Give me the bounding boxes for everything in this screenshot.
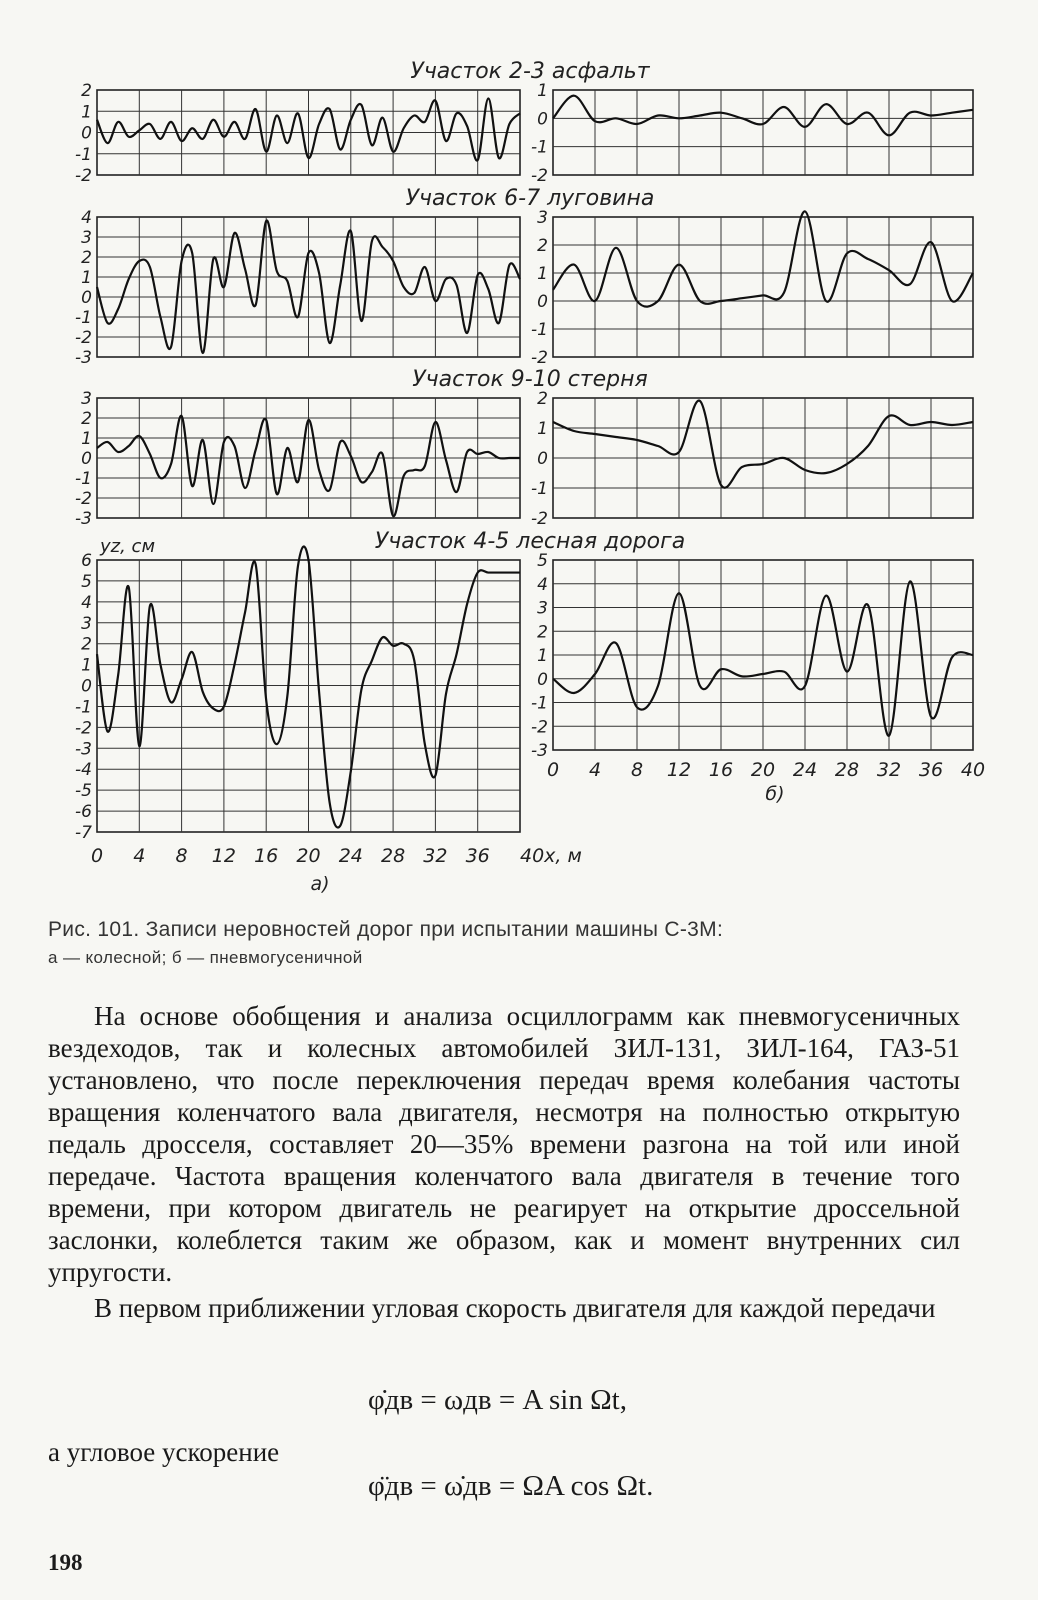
y-tick-right: 0: [537, 669, 548, 690]
x-tick-a: 40x, м: [520, 845, 582, 867]
y-tick-right: -1: [531, 320, 548, 340]
x-tick-b: 12: [666, 759, 692, 781]
y-tick-right: -2: [531, 166, 548, 186]
y-tick-right: 4: [537, 574, 548, 595]
y-tick-left: 0: [81, 449, 92, 469]
section-title-2: Участок 9-10 стерня: [412, 367, 648, 392]
body-text: [48, 1000, 960, 1324]
y-tick-right: -2: [531, 717, 548, 738]
x-tick-a: 4: [133, 845, 146, 867]
x-tick-a: 16: [254, 845, 279, 867]
y-tick-right: 0: [537, 109, 548, 130]
y-tick-left: 2: [81, 81, 92, 101]
y-tick-left: -4: [75, 760, 92, 781]
y-tick-left: -3: [75, 509, 92, 529]
y-tick-left: 4: [81, 208, 92, 228]
y-tick-right: -1: [531, 693, 548, 714]
x-tick-b: 8: [630, 759, 644, 781]
y-tick-left: 3: [81, 389, 92, 409]
y-tick-right: -1: [531, 137, 548, 158]
x-tick-b: 0: [546, 759, 560, 781]
y-tick-right: -3: [531, 741, 548, 761]
caption-main: Рис. 101. Записи неровностей дорог при испытании машины С-3М:: [48, 918, 724, 941]
formula-angular-velocity: φ̇дв = ωдв = A sin Ωt,: [368, 1384, 627, 1416]
y-tick-left: 0: [81, 288, 92, 308]
y-tick-left: -2: [75, 166, 92, 186]
y-tick-left: 6: [81, 551, 92, 571]
x-tick-b: 32: [876, 759, 902, 781]
x-tick-a: 28: [381, 845, 406, 867]
paragraph-2: В первом приближении угловая скорость двигателя для каждой передачи: [94, 1293, 936, 1323]
x-tick-a: 36: [465, 845, 490, 867]
y-tick-left: -1: [75, 697, 92, 718]
y-tick-right: 1: [537, 646, 548, 666]
y-tick-left: -3: [75, 348, 92, 368]
formula-angular-acceleration: φ̈дв = ω̇дв = ΩA cos Ωt.: [368, 1470, 654, 1502]
x-tick-b: 20: [750, 759, 776, 781]
x-tick-a: 32: [423, 845, 448, 867]
y-tick-right: 3: [537, 598, 548, 619]
y-tick-left: 3: [81, 613, 92, 634]
y-tick-left: 2: [81, 248, 92, 268]
figure-caption: [48, 918, 1008, 968]
y-tick-left: 3: [81, 228, 92, 248]
y-tick-right: 1: [537, 264, 548, 284]
y-tick-right: -1: [531, 479, 548, 499]
caption-sub: а — колесной; б — пневмогусеничной: [48, 948, 363, 967]
y-tick-left: 1: [81, 429, 92, 449]
section-title-1: Участок 6-7 луговина: [405, 186, 655, 211]
y-tick-right: 2: [537, 236, 548, 256]
x-tick-a: 8: [175, 845, 188, 867]
paragraph-3: а угловое ускорение: [48, 1437, 280, 1467]
y-tick-right: 1: [537, 419, 548, 439]
y-tick-left: -3: [75, 739, 92, 760]
y-tick-left: 2: [81, 634, 92, 655]
x-tick-b: 36: [918, 759, 944, 781]
paragraph-1: На основе обобщения и анализа осциллограмм как пневмогусеничных вездеходов, так и колесных автомобилей ЗИЛ-131, ЗИЛ-164, ГАЗ-51 установлено, что после переключения передач время колебания частоты вращения коленчатого вала двигателя, несмотря на полностью открытую педаль дросселя, составляет 20—35% времени разгона на той или иной передаче. Частота вращения коленчатого вала двигателя в течение того времени, при котором двигатель не реагирует на открытие дроссельной заслонки, колеблется таким же образом, как и момент внутренних сил упругости.: [48, 1001, 960, 1287]
y-tick-left: -1: [75, 308, 92, 328]
y-tick-right: -2: [531, 348, 548, 368]
y-axis-label: yz, см: [100, 536, 156, 557]
page-number: 198: [48, 1550, 83, 1575]
y-tick-right: 0: [537, 449, 548, 469]
x-tick-a: 12: [211, 845, 236, 867]
y-tick-left: -7: [75, 823, 92, 843]
x-tick-b: 16: [708, 759, 734, 781]
x-tick-b: 40: [960, 759, 986, 781]
y-tick-left: -1: [75, 469, 92, 489]
y-tick-left: -5: [75, 781, 92, 802]
y-tick-right: -2: [531, 509, 548, 529]
y-tick-left: 0: [81, 123, 92, 144]
x-tick-a: 24: [338, 845, 363, 867]
y-tick-right: 1: [537, 81, 548, 101]
y-tick-left: -2: [75, 328, 92, 348]
x-tick-a: 0: [90, 845, 104, 867]
y-tick-left: -6: [75, 802, 92, 823]
y-tick-left: 1: [81, 102, 92, 123]
y-tick-right: 2: [537, 389, 548, 409]
x-tick-b: 24: [792, 759, 818, 781]
y-tick-left: -1: [75, 144, 92, 165]
body-text-2: [48, 1436, 960, 1468]
y-tick-right: 0: [537, 292, 548, 312]
y-tick-left: -2: [75, 718, 92, 739]
x-tick-b: 4: [588, 759, 602, 781]
y-tick-right: 5: [537, 551, 548, 571]
y-tick-left: 0: [81, 676, 92, 697]
section-title-0: Участок 2-3 асфальт: [410, 59, 650, 84]
x-tick-a: 20: [296, 845, 321, 867]
y-tick-left: 1: [81, 268, 92, 288]
section-title-3: Участок 4-5 лесная дорога: [374, 529, 686, 554]
y-tick-left: 5: [81, 571, 92, 592]
panel-label-a: а): [310, 873, 330, 895]
y-tick-left: 1: [81, 655, 92, 676]
y-tick-right: 2: [537, 622, 548, 643]
y-tick-left: -2: [75, 489, 92, 509]
y-tick-left: 4: [81, 592, 92, 613]
x-tick-b: 28: [834, 759, 860, 781]
panel-label-b: б): [765, 783, 785, 805]
y-tick-right: 3: [537, 208, 548, 228]
y-tick-left: 2: [81, 409, 92, 429]
